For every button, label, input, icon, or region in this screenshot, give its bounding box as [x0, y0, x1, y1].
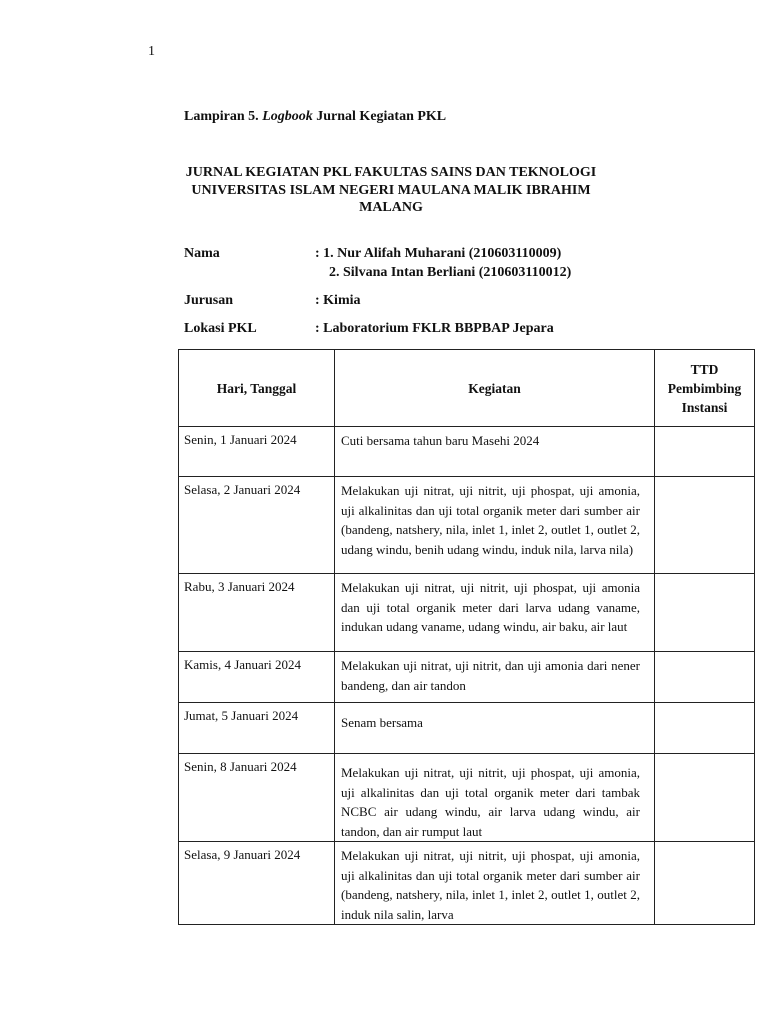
table-row [179, 754, 755, 842]
row-activity: Melakukan uji nitrat, uji nitrit, uji phospat, uji amonia, uji alkalinitas dan uji total organik meter dari sumber air (bandeng, natshery, nila, inlet 1, inlet 2, outlet 1, outlet 2, udang windu, benih udang windu, induk nila, larva nila) [335, 477, 655, 574]
header-sign-line-3: Instansi [681, 399, 728, 415]
table-row [179, 574, 755, 652]
jurusan-value: : Kimia [315, 293, 361, 308]
heading-line-1: JURNAL KEGIATAN PKL FAKULTAS SAINS DAN TEKNOLOGI [185, 165, 597, 180]
row-date: Senin, 8 Januari 2024 [179, 754, 335, 842]
table-row [179, 652, 755, 703]
document-heading [150, 164, 632, 217]
row-activity: Melakukan uji nitrat, uji nitrit, uji phospat, uji amonia, uji alkalinitas dan uji total organik meter dari tambak NCBC air udang windu, air larva udang windu, air tandon, dan air rumput laut [335, 754, 655, 842]
header-signature [655, 350, 755, 427]
nama-label: Nama [184, 246, 220, 261]
table-row [179, 477, 755, 574]
row-activity: Melakukan uji nitrat, uji nitrit, uji phospat, uji amonia dan uji total organik meter dari larva udang vaname, indukan udang vaname, udang windu, air baku, air laut [335, 574, 655, 652]
row-activity: Melakukan uji nitrat, uji nitrit, dan uji amonia dari nener bandeng, dan air tandon [335, 652, 655, 703]
header-date: Hari, Tanggal [179, 350, 335, 427]
lokasi-label: Lokasi PKL [184, 321, 257, 336]
row-signature-cell [655, 652, 755, 703]
nama-value-2: 2. Silvana Intan Berliani (210603110012) [329, 265, 572, 280]
row-date: Kamis, 4 Januari 2024 [179, 652, 335, 703]
row-signature-cell [655, 703, 755, 754]
row-signature-cell [655, 427, 755, 477]
attachment-italic: Logbook [262, 109, 313, 124]
row-date: Rabu, 3 Januari 2024 [179, 574, 335, 652]
nama-value-1: : 1. Nur Alifah Muharani (210603110009) [315, 246, 562, 261]
page-number: 1 [148, 44, 155, 59]
table-row [179, 842, 755, 925]
table-header-row [179, 350, 755, 427]
heading-line-2: UNIVERSITAS ISLAM NEGERI MAULANA MALIK IBRAHIM [191, 182, 591, 198]
attachment-prefix: Lampiran 5. [184, 109, 259, 124]
row-activity: Cuti bersama tahun baru Masehi 2024 [335, 427, 655, 477]
row-date: Selasa, 2 Januari 2024 [179, 477, 335, 574]
table-row [179, 427, 755, 477]
row-activity: Melakukan uji nitrat, uji nitrit, uji phospat, uji amonia, uji alkalinitas dan uji total organik meter dari sumber air (bandeng, natshery, nila, inlet 1, inlet 2, outlet 1, outlet 2, induk nila salin, larva [335, 842, 655, 925]
row-activity: Senam bersama [335, 703, 655, 754]
attachment-title [184, 109, 446, 125]
table-row [179, 703, 755, 754]
header-activity: Kegiatan [335, 350, 655, 427]
row-signature-cell [655, 754, 755, 842]
row-date: Senin, 1 Januari 2024 [179, 427, 335, 477]
header-sign-line-2: Pembimbing [667, 380, 742, 396]
lokasi-value: : Laboratorium FKLR BBPBAP Jepara [315, 321, 554, 336]
row-signature-cell [655, 842, 755, 925]
header-sign-line-1: TTD [690, 361, 719, 377]
attachment-suffix: Jurnal Kegiatan PKL [316, 109, 447, 124]
row-signature-cell [655, 574, 755, 652]
row-date: Selasa, 9 Januari 2024 [179, 842, 335, 925]
row-date: Jumat, 5 Januari 2024 [179, 703, 335, 754]
logbook-table [178, 349, 755, 925]
heading-line-3: MALANG [359, 200, 423, 215]
jurusan-label: Jurusan [184, 293, 234, 308]
row-signature-cell [655, 477, 755, 574]
